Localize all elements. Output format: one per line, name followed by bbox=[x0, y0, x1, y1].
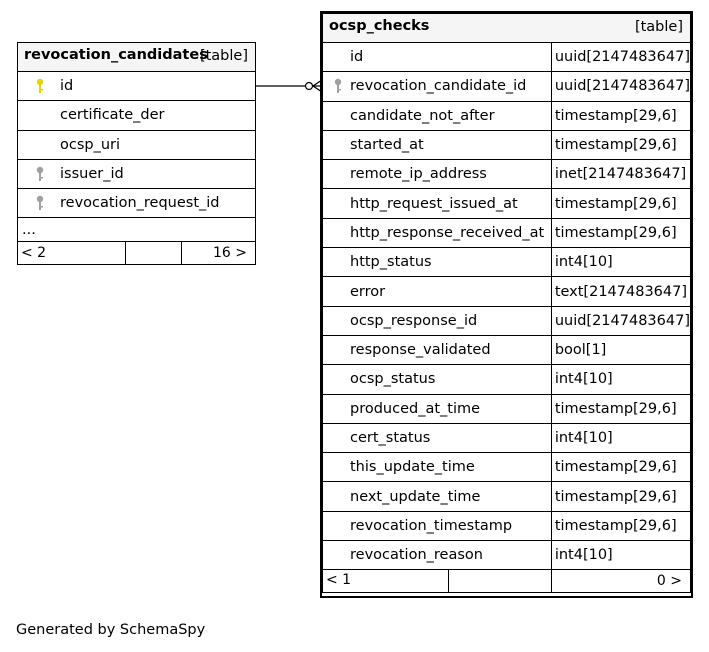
column-cell[interactable] bbox=[18, 189, 256, 218]
column-type: text[2147483647] bbox=[551, 277, 690, 306]
column-type: timestamp[29,6] bbox=[551, 511, 690, 540]
column-name: next_update_time bbox=[350, 488, 481, 505]
column-cell[interactable] bbox=[323, 248, 552, 277]
table-row[interactable] bbox=[323, 453, 691, 482]
table-kind: [table] bbox=[199, 48, 248, 64]
column-cell[interactable] bbox=[323, 160, 552, 189]
table-kind: [table] bbox=[634, 19, 683, 35]
table-row[interactable] bbox=[323, 511, 691, 540]
column-cell[interactable] bbox=[18, 72, 256, 101]
column-type: uuid[2147483647] bbox=[551, 306, 690, 335]
table-row[interactable] bbox=[323, 43, 691, 72]
footer-spacer bbox=[126, 242, 182, 265]
column-name: id bbox=[350, 49, 364, 66]
parents-count[interactable]: < 1 bbox=[323, 570, 449, 592]
column-name: produced_at_time bbox=[350, 400, 481, 417]
table-row[interactable] bbox=[323, 541, 691, 570]
column-type: timestamp[29,6] bbox=[551, 394, 690, 423]
column-cell[interactable] bbox=[323, 511, 552, 540]
column-name: revocation_timestamp bbox=[350, 517, 513, 534]
table-name: ocsp_checks bbox=[329, 18, 430, 34]
foreign-key-icon bbox=[35, 195, 45, 211]
column-name: ocsp_status bbox=[350, 371, 436, 388]
column-cell[interactable] bbox=[323, 482, 552, 511]
table-header[interactable] bbox=[323, 14, 691, 43]
column-name: issuer_id bbox=[60, 166, 124, 183]
column-name: this_update_time bbox=[350, 459, 475, 476]
children-count[interactable]: 0 > bbox=[551, 570, 690, 593]
column-cell[interactable] bbox=[323, 101, 552, 130]
column-cell[interactable] bbox=[18, 101, 256, 130]
column-name: http_response_received_at bbox=[350, 224, 545, 241]
column-name: http_request_issued_at bbox=[350, 195, 518, 212]
column-type: bool[1] bbox=[551, 335, 690, 364]
column-name: id bbox=[60, 78, 74, 95]
generated-by-text: Generated by SchemaSpy bbox=[16, 622, 206, 638]
table-row[interactable] bbox=[323, 335, 691, 364]
parents-count[interactable]: < 2 bbox=[18, 242, 126, 265]
column-cell[interactable] bbox=[323, 541, 552, 570]
table-row[interactable] bbox=[18, 72, 256, 101]
table-row[interactable] bbox=[18, 101, 256, 130]
table-row[interactable] bbox=[323, 394, 691, 423]
table-row[interactable] bbox=[18, 130, 256, 159]
foreign-key-icon bbox=[35, 166, 45, 182]
table-row[interactable] bbox=[323, 130, 691, 159]
column-name: certificate_der bbox=[60, 107, 165, 124]
column-cell[interactable] bbox=[18, 159, 256, 188]
column-name: revocation_candidate_id bbox=[350, 78, 527, 95]
table-row[interactable] bbox=[323, 218, 691, 247]
column-cell[interactable] bbox=[323, 423, 552, 452]
column-name: remote_ip_address bbox=[350, 166, 487, 183]
column-cell[interactable] bbox=[18, 130, 256, 159]
column-cell[interactable] bbox=[323, 394, 552, 423]
column-name: cert_status bbox=[350, 430, 431, 446]
column-name: response_validated bbox=[350, 342, 491, 359]
column-type: timestamp[29,6] bbox=[551, 189, 690, 218]
column-name: ocsp_response_id bbox=[350, 312, 478, 329]
column-cell[interactable] bbox=[323, 43, 552, 72]
column-type: timestamp[29,6] bbox=[551, 130, 690, 159]
column-name: revocation_request_id bbox=[60, 195, 220, 212]
more-columns-ellipsis: ... bbox=[18, 218, 256, 242]
children-count[interactable]: 16 > bbox=[182, 242, 256, 265]
table-row[interactable] bbox=[18, 189, 256, 218]
table-header[interactable] bbox=[18, 43, 256, 72]
table-row[interactable] bbox=[323, 248, 691, 277]
column-name: candidate_not_after bbox=[350, 107, 495, 124]
column-type: timestamp[29,6] bbox=[551, 482, 690, 511]
column-type: uuid[2147483647] bbox=[551, 43, 690, 72]
table-row[interactable] bbox=[323, 160, 691, 189]
revocation-candidates-table[interactable] bbox=[17, 42, 256, 265]
column-cell[interactable] bbox=[323, 277, 552, 306]
ocsp-checks-table[interactable] bbox=[322, 13, 691, 593]
column-type: int4[10] bbox=[551, 541, 690, 570]
table-row[interactable] bbox=[323, 306, 691, 335]
primary-key-icon bbox=[35, 78, 45, 94]
table-row[interactable] bbox=[323, 423, 691, 452]
column-type: inet[2147483647] bbox=[551, 160, 690, 189]
column-name: ocsp_uri bbox=[60, 136, 121, 153]
footer-left-cell bbox=[323, 570, 552, 593]
column-type: timestamp[29,6] bbox=[551, 218, 690, 247]
column-type: int4[10] bbox=[551, 365, 690, 394]
column-cell[interactable] bbox=[323, 72, 552, 101]
table-row[interactable] bbox=[18, 159, 256, 188]
column-type: timestamp[29,6] bbox=[551, 453, 690, 482]
column-cell[interactable] bbox=[323, 306, 552, 335]
column-name: http_status bbox=[350, 254, 432, 271]
table-row[interactable] bbox=[323, 482, 691, 511]
table-row[interactable] bbox=[323, 72, 691, 101]
column-cell[interactable] bbox=[323, 335, 552, 364]
column-type: timestamp[29,6] bbox=[551, 101, 690, 130]
table-row[interactable] bbox=[323, 101, 691, 130]
table-row[interactable] bbox=[323, 277, 691, 306]
column-cell[interactable] bbox=[323, 218, 552, 247]
column-name: revocation_reason bbox=[350, 547, 483, 564]
column-cell[interactable] bbox=[323, 189, 552, 218]
column-cell[interactable] bbox=[323, 453, 552, 482]
column-name: error bbox=[350, 283, 386, 300]
column-name: started_at bbox=[350, 137, 424, 154]
foreign-key-icon bbox=[333, 78, 343, 94]
column-type: uuid[2147483647] bbox=[551, 72, 690, 101]
column-type: int4[10] bbox=[551, 423, 690, 452]
column-type: int4[10] bbox=[551, 248, 690, 277]
table-name: revocation_candidates bbox=[24, 47, 208, 63]
footer-spacer bbox=[449, 570, 551, 592]
column-cell[interactable] bbox=[323, 365, 552, 394]
column-cell[interactable] bbox=[323, 130, 552, 159]
table-row[interactable] bbox=[323, 189, 691, 218]
table-row[interactable] bbox=[323, 365, 691, 394]
